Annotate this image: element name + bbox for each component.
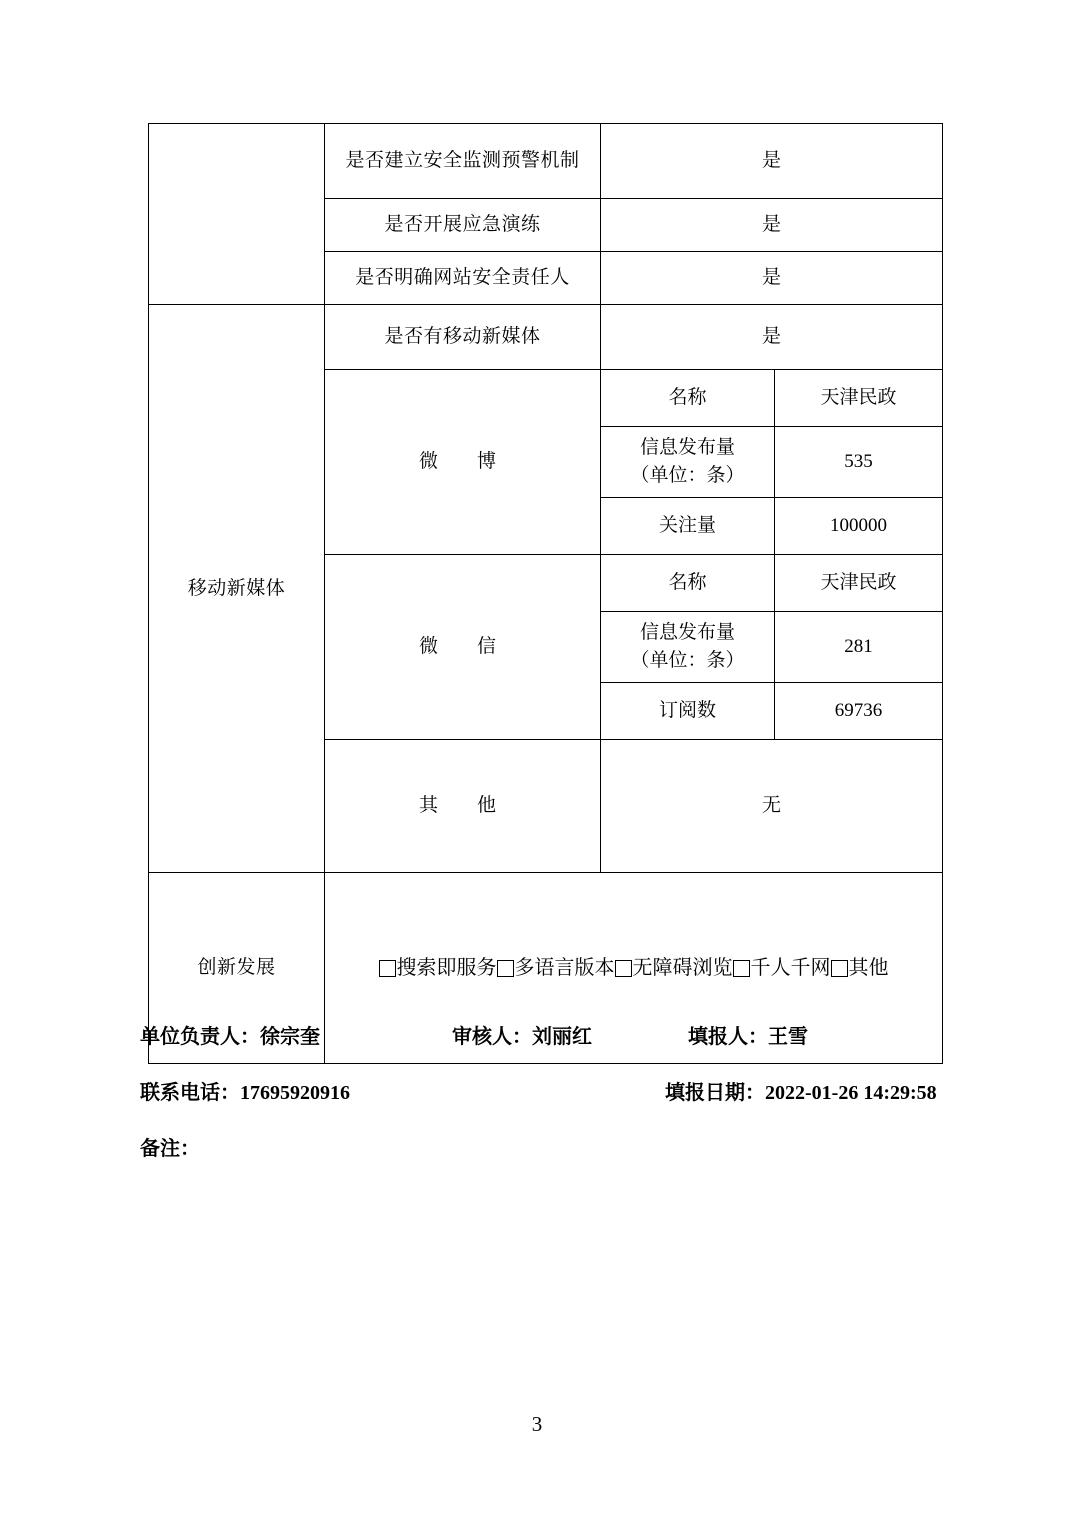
innovation-label: 创新发展 — [149, 873, 325, 1064]
security-row-label-2: 是否明确网站安全责任人 — [325, 252, 601, 305]
weixin-value-1: 281 — [775, 612, 943, 683]
has-mobile-media-label: 是否有移动新媒体 — [325, 305, 601, 370]
security-row-label-1: 是否开展应急演练 — [325, 199, 601, 252]
security-row-value-1: 是 — [601, 199, 943, 252]
weixin-key-1-line2: （单位：条） — [630, 650, 745, 671]
has-mobile-media-value: 是 — [601, 305, 943, 370]
innovation-option-label-1: 多语言版本 — [514, 956, 615, 979]
weibo-key-1 — [601, 427, 775, 498]
weixin-label: 微 信 — [325, 555, 601, 740]
signature-row-3 — [0, 1132, 1074, 1188]
signature-block — [0, 1020, 1074, 1188]
innovation-option-label-4: 其他 — [848, 956, 889, 979]
other-media-label: 其 他 — [325, 740, 601, 873]
unit-head-field: 单位负责人：徐宗奎 — [140, 1026, 320, 1048]
checkbox-icon[interactable] — [831, 960, 848, 977]
weixin-value-2: 69736 — [775, 683, 943, 740]
innovation-option-label-0: 搜索即服务 — [396, 956, 497, 979]
security-row-value-2: 是 — [601, 252, 943, 305]
checkbox-icon[interactable] — [379, 960, 396, 977]
checkbox-icon[interactable] — [733, 960, 750, 977]
weixin-key-1-line1: 信息发布量 — [639, 622, 735, 644]
other-media-value: 无 — [601, 740, 943, 873]
signature-row-2 — [0, 1076, 1074, 1132]
table-row — [149, 305, 943, 370]
security-row-value-0: 是 — [601, 124, 943, 199]
security-section-blank — [149, 124, 325, 305]
innovation-option-label-3: 千人千网 — [750, 956, 831, 979]
security-row-label-0: 是否建立安全监测预警机制 — [325, 124, 601, 199]
weixin-value-0: 天津民政 — [775, 555, 943, 612]
table-row — [149, 124, 943, 199]
reviewer-field: 审核人：刘丽红 — [452, 1026, 592, 1048]
weibo-value-2: 100000 — [775, 498, 943, 555]
weibo-key-1-line1: 信息发布量 — [639, 437, 735, 459]
weibo-key-1-line2: （单位：条） — [630, 465, 745, 486]
contact-phone-field: 联系电话：17695920916 — [140, 1082, 350, 1104]
weixin-key-2: 订阅数 — [601, 683, 775, 740]
signature-row-1 — [0, 1020, 1074, 1076]
innovation-checkbox-group — [329, 954, 938, 983]
innovation-option-label-2: 无障碍浏览 — [632, 956, 733, 979]
weibo-value-1: 535 — [775, 427, 943, 498]
weixin-key-0: 名称 — [601, 555, 775, 612]
page-number: 3 — [531, 1412, 543, 1436]
weixin-key-1 — [601, 612, 775, 683]
filler-field: 填报人：王雪 — [688, 1026, 808, 1048]
checkbox-icon[interactable] — [615, 960, 632, 977]
remark-field: 备注： — [140, 1138, 200, 1160]
checkbox-icon[interactable] — [497, 960, 514, 977]
annual-report-table — [148, 123, 943, 1064]
weibo-label: 微 博 — [325, 370, 601, 555]
media-section-label: 移动新媒体 — [149, 305, 325, 873]
weibo-value-0: 天津民政 — [775, 370, 943, 427]
weibo-key-0: 名称 — [601, 370, 775, 427]
weibo-key-2: 关注量 — [601, 498, 775, 555]
fill-date-field: 填报日期：2022-01-26 14:29:58 — [665, 1082, 937, 1104]
